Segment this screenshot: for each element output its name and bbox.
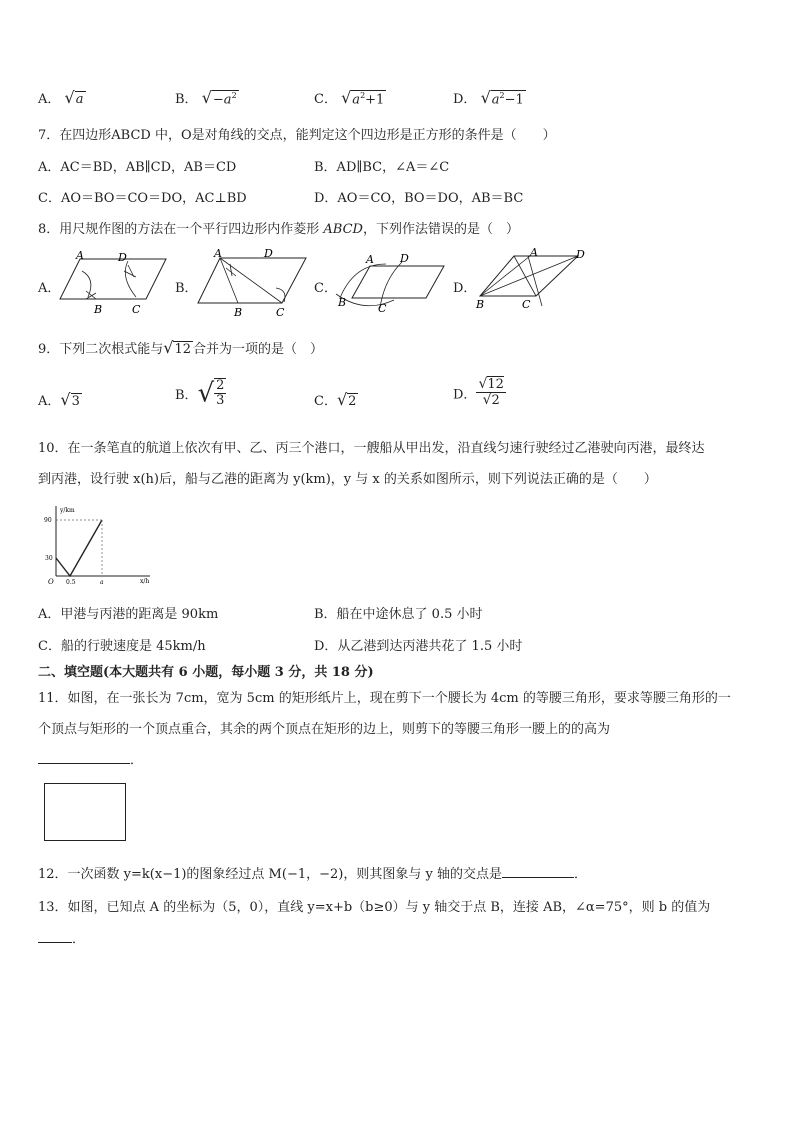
q8-stem-variable: ABCD: [323, 222, 363, 237]
answer-blank[interactable]: [38, 942, 72, 943]
answer-blank[interactable]: [38, 763, 130, 764]
radical: $√-a^2$: [201, 88, 237, 107]
q7-option-c: C．AO＝BO＝CO＝DO，AC⊥BD: [38, 191, 247, 206]
exponent: 2: [499, 90, 505, 100]
q8-option-d-letter: D．: [453, 281, 477, 296]
q10-stem-line1: 10．在一条笔直的航道上依次有甲、乙、丙三个港口，一艘船从甲出发，沿直线匀速行驶经过乙港驶向丙港，最终达: [38, 441, 705, 456]
y-tick-30: 30: [45, 555, 53, 562]
q6-option-c: [314, 88, 386, 107]
q8-figure-b: [196, 248, 310, 318]
radicand: 12: [174, 342, 192, 357]
q11-tail: ．: [130, 753, 144, 768]
q8-stem-text: 8．用尺规作图的方法在一个平行四边形内作菱形: [38, 222, 324, 237]
label-C: C: [132, 303, 141, 316]
label-C: C: [378, 302, 387, 315]
label-B: B: [476, 298, 485, 311]
radicand: a: [491, 92, 500, 107]
label-D: D: [576, 248, 585, 261]
q7-stem: 7．在四边形ABCD 中，O是对角线的交点，能判定这个四边形是正方形的条件是（ ）: [38, 128, 556, 143]
exponent: 2: [360, 90, 366, 100]
radicand-tail: −1: [504, 92, 524, 107]
q6-option-a: [38, 88, 86, 107]
q10-option-d: D．从乙港到达丙港共花了 1.5 小时: [314, 639, 523, 654]
q10-option-c: C．船的行驶速度是 45km/h: [38, 639, 206, 654]
radicand: a: [75, 92, 84, 107]
q13-stem-line1: 13．如图，已知点 A 的坐标为（5，0），直线 y=x+b（b≥0）与 y 轴交于点 B，连接 AB，∠α=75°，则 b 的值为: [38, 900, 711, 915]
q8-stem: [38, 218, 519, 237]
y-axis-label: y/km: [60, 507, 75, 514]
option-letter: A．: [38, 394, 61, 409]
q7-option-a: A．AC＝BD，AB∥CD，AB＝CD: [38, 160, 237, 175]
radical: √12: [163, 338, 192, 357]
answer-blank[interactable]: [502, 877, 574, 878]
q6-option-b: [175, 88, 239, 107]
q12-tail: ．: [573, 867, 587, 882]
label-B: B: [338, 296, 347, 309]
q8-stem-tail: ，下列作法错误的是（ ）: [362, 222, 519, 237]
fraction: [214, 378, 226, 409]
radical: $√a^2-1$: [480, 88, 524, 107]
q8-figure-d: [474, 246, 592, 316]
label-C: C: [522, 298, 531, 311]
q11-answer-line: [38, 749, 143, 768]
q9-option-b: B．√ $\frac{2}{3}$: [175, 378, 225, 409]
q8-option-c-letter: C．: [314, 281, 337, 296]
q8-figure-a: [58, 249, 170, 317]
q9-option-a: [38, 390, 82, 409]
q13-answer-line: [38, 928, 85, 947]
label-A: A: [76, 249, 84, 262]
label-D: D: [118, 251, 127, 264]
q10-option-b: B．船在中途休息了 0.5 小时: [314, 607, 483, 622]
q10-option-a: A．甲港与丙港的距离是 90km: [38, 607, 219, 622]
label-A: A: [214, 248, 222, 260]
label-A: A: [366, 253, 374, 266]
radicand: −a: [212, 92, 232, 107]
option-letter: A．: [38, 92, 61, 107]
q7-option-d: D．AO＝CO，BO＝DO，AB＝BC: [314, 191, 524, 206]
radicand: 3: [71, 394, 80, 409]
q10-graph: [42, 502, 154, 588]
q11-rectangle-figure: [44, 783, 126, 841]
q11-stem-line2: 个顶点与矩形的一个顶点重合，其余的两个顶点在矩形的边上，则剪下的等腰三角形一腰上的的高为: [38, 722, 611, 737]
x-axis-label: x/h: [140, 578, 150, 585]
q8-figure-c: [334, 250, 446, 316]
q9-option-c: [314, 390, 358, 409]
option-letter: C．: [314, 92, 337, 107]
option-letter: D．: [453, 387, 477, 403]
section-heading: 二、填空题(本大题共有 6 小题，每小题 3 分，共 18 分): [38, 665, 374, 680]
label-B: B: [94, 303, 103, 316]
label-D: D: [400, 252, 409, 265]
radical: $√a^2+1$: [341, 88, 385, 107]
option-letter: C．: [314, 394, 337, 409]
y-tick-90: 90: [44, 517, 52, 524]
q8-option-a-letter: A．: [38, 281, 61, 296]
origin-label: O: [48, 578, 54, 586]
x-tick-a: a: [100, 579, 104, 586]
option-letter: D．: [453, 92, 477, 107]
option-letter: B．: [175, 92, 198, 107]
label-D: D: [264, 248, 273, 260]
numerator: 2: [216, 378, 225, 393]
option-letter: B．: [175, 387, 198, 403]
exponent: 2: [231, 90, 237, 100]
q12-stem: [38, 863, 587, 882]
q9-stem-tail: 合并为一项的是（ ）: [193, 342, 324, 357]
label-A: A: [530, 246, 538, 259]
q9-stem-text: 9．下列二次根式能与: [38, 342, 164, 357]
denominator: 3: [216, 393, 225, 409]
q11-stem-line1: 11．如图，在一张长为 7cm，宽为 5cm 的矩形纸片上，现在剪下一个腰长为 4cm 的等腰三角形，要求等腰三角形的一: [38, 691, 731, 706]
q6-option-d: [453, 88, 526, 107]
q7-option-b: B．AD∥BC，∠A＝∠C: [314, 160, 450, 175]
x-tick-0.5: 0.5: [66, 579, 76, 586]
radical: √2: [336, 390, 357, 409]
fraction: $\frac{√12}{√2}$: [478, 376, 504, 409]
label-B: B: [234, 306, 243, 318]
radical: √3: [60, 390, 80, 409]
radicand: 2: [348, 394, 357, 409]
q10-stem-line2: 到丙港，设行驶 x(h)后，船与乙港的距离为 y(km)，y 与 x 的关系如图所示，则下列说法正确的是（ ）: [38, 472, 657, 487]
q12-text: 12．一次函数 y=k(x−1)的图象经过点 M(−1，−2)，则其图象与 y 轴的交点是: [38, 867, 502, 882]
q13-tail: ．: [72, 932, 86, 947]
denominator: 2: [491, 393, 500, 409]
q9-option-d: [453, 377, 506, 409]
numerator: 12: [487, 377, 504, 392]
q9-stem: [38, 338, 323, 357]
radicand: a: [352, 92, 361, 107]
radical: √a: [64, 88, 84, 107]
radicand-tail: +1: [365, 92, 385, 107]
q8-option-b-letter: B．: [175, 281, 198, 296]
label-C: C: [276, 306, 285, 318]
